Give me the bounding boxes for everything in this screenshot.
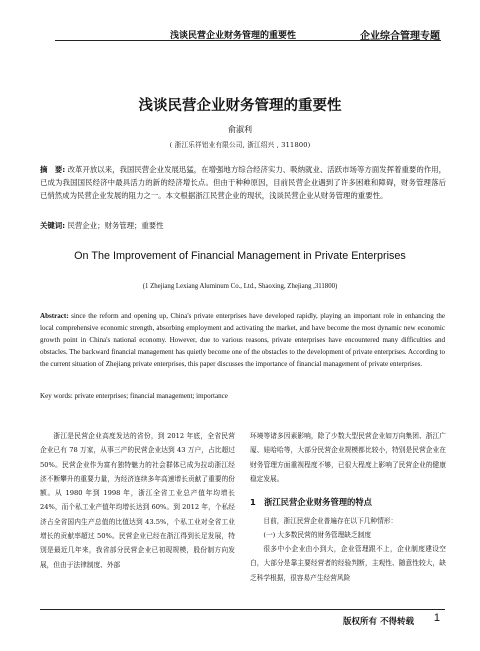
body-column-right-paragraph: 环境等诸多因素影响，除了少数大型民营企业如万向集团、浙江广厦、娃哈哈等，大部分民营企业规模都比较小，特别是民营企业在财务管理方面重视程度不够，已很大程度上影响了民营企业的健康稳定发展。 [250,432,446,483]
section-heading: 1 浙江民营企业财务管理的特点 [250,497,372,507]
abstract-en [40,310,445,370]
subsection-heading: (一) 大多数民营的财务管理缺乏制度 [263,531,372,539]
english-affiliation: (1 Zhejiang Lexiang Aluminum Co., Ltd., Shaoxing, Zhejiang ,311800) [142,283,338,290]
abstract-text: 改革开放以来，我国民营企业发展迅猛，在增强地方综合经济实力、吸纳就业、活跃市场等方面发挥着重要的作用，已成为我国国民经济中最具活力的新的经济增长点。但由于种种原因，目前民营企业遇到了许多困难和障碍，财务管理落后已悄然成为民营企业发展的阻力之一。本文根据浙江民营企业的现状，浅谈民营企业从财务管理的重要性。 [40,165,446,201]
author: 俞淑利 [228,125,252,134]
page-number: 1 [433,612,440,624]
keywords-en-label: Key words: [40,392,73,400]
article-title: 浅谈民营企业财务管理的重要性 [138,98,342,114]
keywords-text: 民营企业；财务管理；重要性 [67,221,164,230]
abstract-cn [40,163,446,203]
abstract-label: 摘 要: [40,165,66,174]
running-title: 浅谈民营企业财务管理的重要性 [170,31,297,41]
body-column-left: 浙江是民营企业高度发达的省份，到 2012 年底，全省民营企业已有 78 万家，从事三产的民营企业达到 43 万户，占比超过 50%。民营企业作为富有独特魅力的社会群体已成为拉动浙江经济不断攀升的重要力量，为经济连续多年高速增长贡献了重要的份额。从 1980 年到 1998 年，浙江全省工业总产值年均增长 24%，而个私工业产值年均增长达到 60%。到 2012 年，个私经济占全省国内生产总值的比值达到 43.5%，个私工业对全省工业增长的贡献率超过 50%。民营企业已经在浙江得到长足发展，特别是最近几年来，我省部分民营企业已初现规模，股份制方向发展，但由于法律制度、外部 [40,432,235,569]
footer-rule [40,609,445,610]
abstract-en-text: since the reform and opening up, China's private enterprises have developed rapidly, playing an important role in enhancing the local comprehensive economic strength, absorbing employment and activating the market, and have become the most dynamic new economic growth point in China's national economy. However, due to various reasons, private enterprises have encountered many difficulties and obstacles. The backward financial management has quietly become one of the obstacles to the development of private enterprises. According to the current situation of Zhejiang private enterprises, this paper discusses the importance of financial management of private enterprises. [40,312,446,369]
body-intro-line: 目前，浙江民营企业普遍存在以下几种情形： [263,517,398,525]
body-paragraph: 很多中小企业由小到大，企业管理跟不上，企业制度建设空白，大部分是靠主要经营者的经验判断，主观性、随意性较大，缺乏科学根据，很容易产生经营风险 [250,545,446,582]
english-title: On The Improvement of Financial Management in Private Enterprises [74,250,406,262]
keywords-label: 关键词: [40,221,66,230]
header-rule [55,40,441,41]
keywords-en-text: private enterprises; financial management; importance [74,392,228,400]
affiliation: ( 浙江乐祥铝业有限公司, 浙江绍兴 , 311800) [169,141,311,149]
copyright-notice: 版权所有 不得转载 [343,617,414,627]
keywords-cn [40,220,446,231]
section-title: 企业综合管理专题 [360,31,440,42]
keywords-en [40,392,445,400]
abstract-en-label: Abstract: [40,312,69,320]
